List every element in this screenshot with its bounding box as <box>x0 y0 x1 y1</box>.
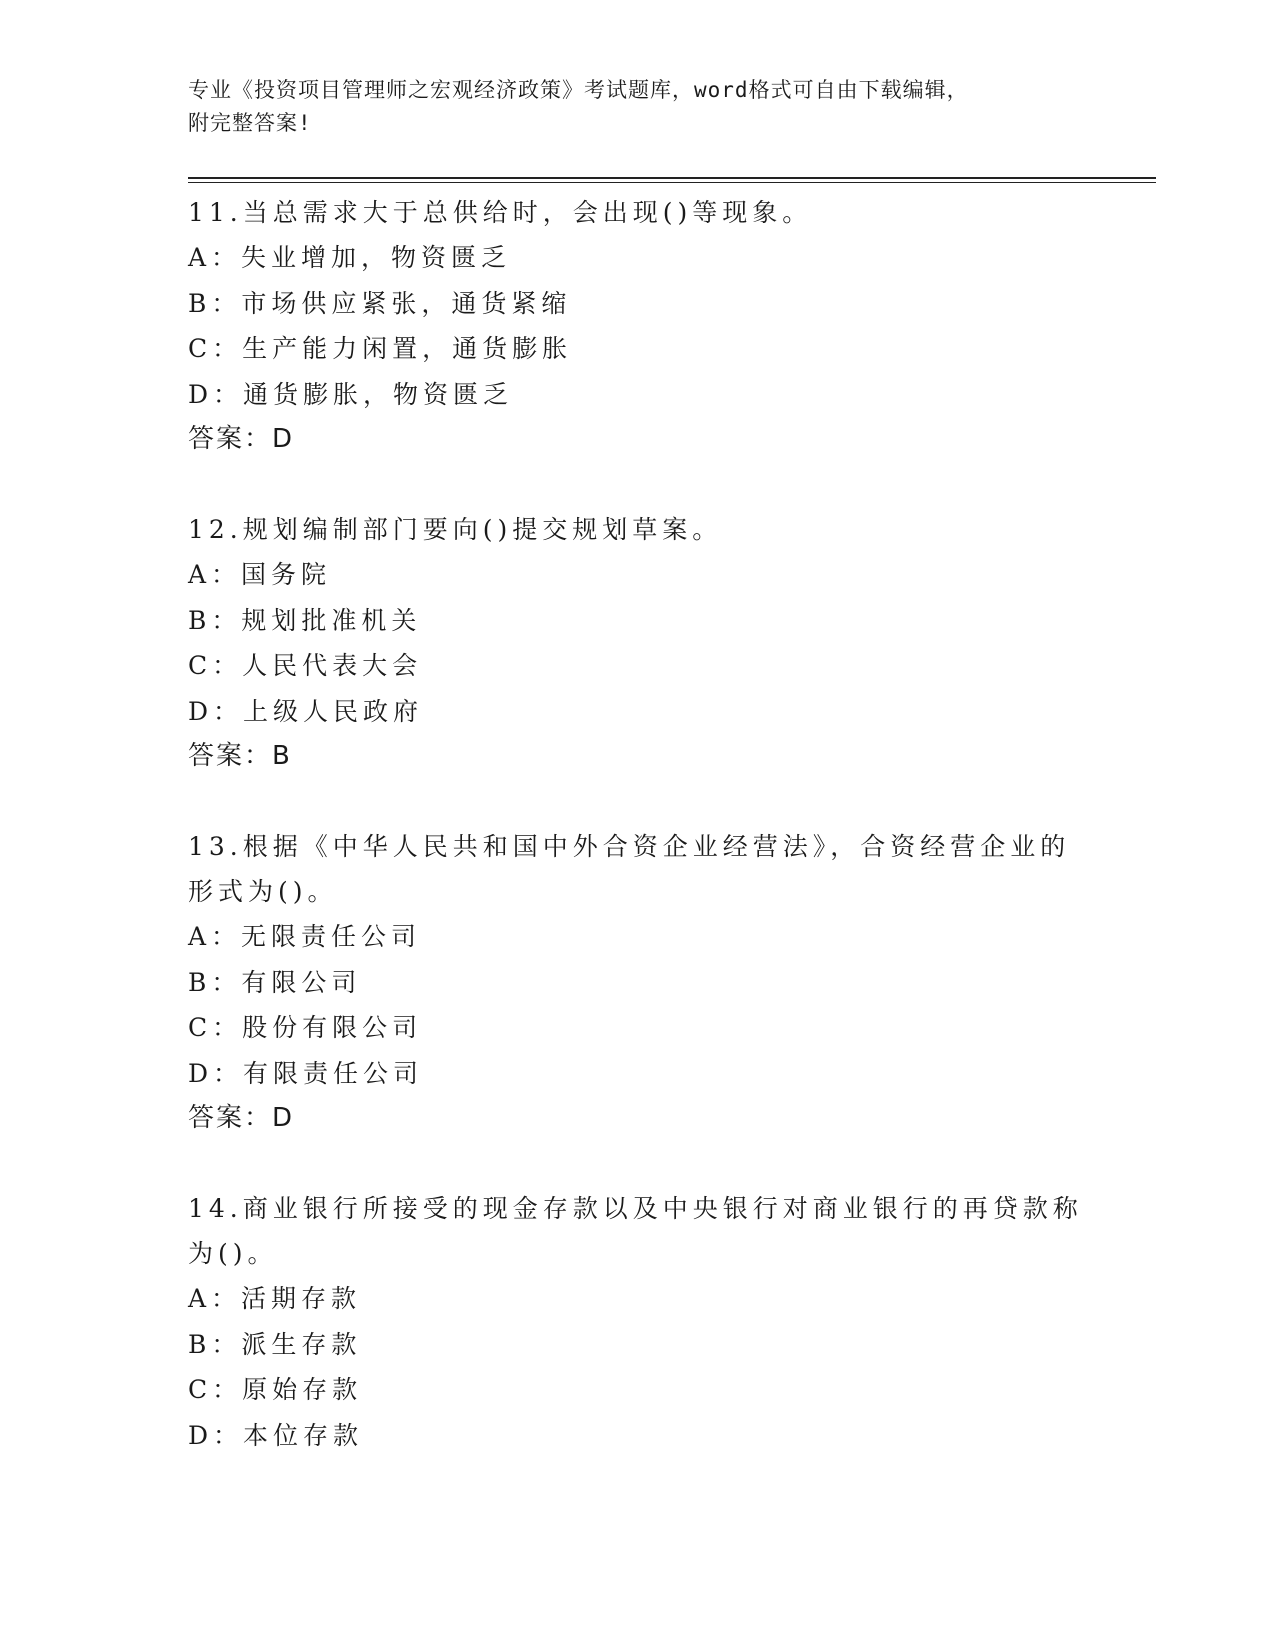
option-c: C：股份有限公司 <box>188 1013 423 1042</box>
answer: 答案：B <box>188 741 292 771</box>
option-b: B：派生存款 <box>188 1329 362 1359</box>
answer: 答案：D <box>188 1103 295 1133</box>
question-14 <box>188 1186 1088 1458</box>
question-stem: 11.当总需求大于总供给时，会出现()等现象。 <box>188 198 813 227</box>
option-a: A：失业增加，物资匮乏 <box>188 243 512 272</box>
header-divider-thick <box>188 177 1156 179</box>
option-d: D：有限责任公司 <box>188 1058 424 1088</box>
option-b: B：规划批准机关 <box>188 605 422 635</box>
header-note <box>188 74 1088 140</box>
header-note-line-1: 专业《投资项目管理师之宏观经济政策》考试题库，word格式可自由下载编辑， <box>188 78 969 102</box>
option-a: A：无限责任公司 <box>188 922 422 951</box>
question-13 <box>188 824 1088 1141</box>
answer: 答案：D <box>188 424 295 454</box>
option-c: C：原始存款 <box>188 1375 363 1404</box>
option-b: B：有限公司 <box>188 967 362 997</box>
header-divider-thin <box>188 182 1156 183</box>
option-d: D：本位存款 <box>188 1420 364 1450</box>
option-c: C：人民代表大会 <box>188 651 423 680</box>
option-a: A：国务院 <box>188 560 332 589</box>
question-12 <box>188 507 1088 779</box>
option-b: B：市场供应紧张，通货紧缩 <box>188 288 572 318</box>
question-list <box>188 190 1088 1503</box>
header-note-line-2: 附完整答案! <box>188 111 312 135</box>
question-11 <box>188 190 1088 462</box>
option-c: C：生产能力闲置，通货膨胀 <box>188 334 573 363</box>
question-stem: 13.根据《中华人民共和国中外合资企业经营法》，合资经营企业的形式为()。 <box>188 832 1071 906</box>
question-stem: 12.规划编制部门要向()提交规划草案。 <box>188 515 723 544</box>
option-a: A：活期存款 <box>188 1284 362 1313</box>
option-d: D：通货膨胀，物资匮乏 <box>188 379 514 409</box>
question-stem: 14.商业银行所接受的现金存款以及中央银行对商业银行的再贷款称为()。 <box>188 1194 1083 1268</box>
option-d: D：上级人民政府 <box>188 696 424 726</box>
